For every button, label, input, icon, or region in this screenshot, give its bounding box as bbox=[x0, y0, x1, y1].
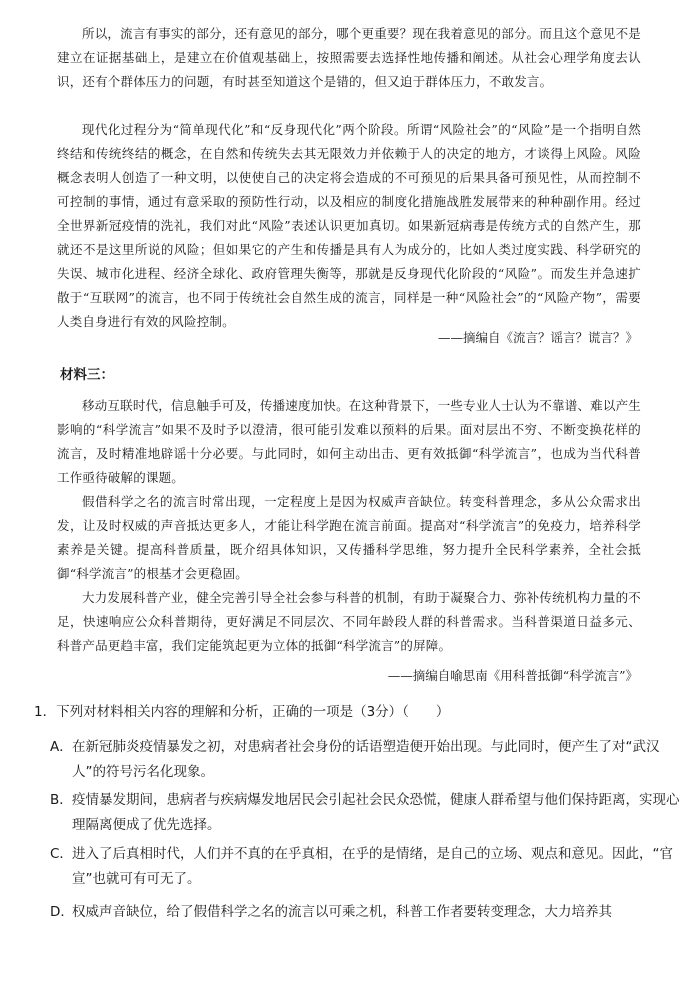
option-b[interactable] bbox=[50, 788, 682, 838]
option-a[interactable] bbox=[50, 735, 682, 785]
passage-paragraph-2: 现代化过程分为“简单现代化”和“反身现代化”两个阶段。所谓“风险社会”的“风险”是一个指明自然终结和传统终结的概念，在自然和传统失去其无限效力并依赖于人的决定的地方，才谈得上风险。风险概念表明人创造了一种文明，以使使自己的决定将会造成的不可预见的后果具备可预见性，从而控制不可控制的事情，通过有意采取的预防性行动，以及相应的制度化措施战胜发展带来的种种副作用。经过全世界新冠疫情的洗礼，我们对此“风险”表述认识更加真切。如果新冠病毒是传统方式的自然产生，那就还不是这里所说的风险；但如果它的产生和传播是具有人为成分的，比如人类过度实践、科学研究的失误、城市化进程、经济全球化、政府管理失衡等，那就是反身现代化阶段的“风险”。而发生并急速扩散于“互联网”的流言，也不同于传统社会自然生成的流言，同样是一种“风险社会”的“风险产物”，需要人类自身进行有效的风险控制。 bbox=[57, 122, 641, 329]
material3-paragraph-2: 假借科学之名的流言时常出现，一定程度上是因为权威声音缺位。转变科普理念，多从公众需求出发，让及时权威的声音抵达更多人，才能让科学跑在流言前面。提高对“科学流言”的免疫力，培养科学素养是关键。提高科普质量，既介绍具体知识，又传播科学思维，努力提升全民科学素养，全社会抵御“科学流言”的根基才会更稳固。 bbox=[57, 494, 641, 581]
passage-paragraph-1: 所以，流言有事实的部分，还有意见的部分，哪个更重要？现在我着意见的部分。而且这个意见不是建立在证据基础上，是建立在价值观基础上，按照需要去选择性地传播和阐述。从社会心理学角度去认识，还有个群体压力的问题，有时甚至知道这个是错的，但又迫于群体压力，不敢发言。 bbox=[57, 26, 641, 89]
option-text: 进入了后真相时代，人们并不真的在乎真相，在乎的是情绪，是自己的立场、观点和意见。因此，“官宣”也就可有可无了。 bbox=[72, 846, 673, 887]
source-attribution-2: ——摘编自喻思南《用科普抵御“科学流言”》 bbox=[387, 668, 638, 683]
option-d[interactable] bbox=[50, 900, 682, 925]
option-text: 权威声音缺位，给了假借科学之名的流言以可乘之机，科普工作者要转变理念，大力培养其 bbox=[72, 904, 612, 920]
option-letter: D． bbox=[50, 904, 74, 920]
option-c[interactable] bbox=[50, 842, 682, 892]
option-text: 疫情暴发期间，患病者与疾病爆发地居民会引起社会民众恐慌，健康人群希望与他们保持距离，实现心理隔离便成了优先选择。 bbox=[72, 792, 680, 833]
source-attribution-1: ——摘编自《流言？谣言？谎言？》 bbox=[437, 330, 638, 345]
option-text: 在新冠肺炎疫情暴发之初，对患病者社会身份的话语塑造便开始出现。与此同时，便产生了对“武汉人”的符号污名化现象。 bbox=[72, 739, 660, 780]
option-letter: B． bbox=[50, 792, 73, 808]
material3-paragraph-3: 大力发展科普产业，健全完善引导全社会参与科普的机制，有助于凝聚合力、弥补传统机构力量的不足，快速响应公众科普期待，更好满足不同层次、不同年龄段人群的科普需求。当科普渠道日益多元、科普产品更趋丰富，我们定能筑起更为立体的抵御“科学流言”的屏障。 bbox=[57, 590, 641, 653]
question-stem: 1．下列对材料相关内容的理解和分析，正确的一项是（3分）（ ） bbox=[34, 704, 450, 720]
material3-paragraph-1: 移动互联时代，信息触手可及，传播速度加快。在这种背景下，一些专业人士认为不靠谱、难以产生影响的“科学流言”如果不及时予以澄清，很可能引发难以预料的后果。面对层出不穷、不断变换花样的流言，及时精准地辟谣十分必要。与此同时，如何主动出击、更有效抵御“科学流言”，也成为当代科普工作亟待破解的课题。 bbox=[57, 398, 641, 485]
material-three-heading: 材料三： bbox=[60, 367, 114, 383]
option-letter: C． bbox=[50, 846, 73, 862]
option-letter: A． bbox=[50, 739, 73, 755]
